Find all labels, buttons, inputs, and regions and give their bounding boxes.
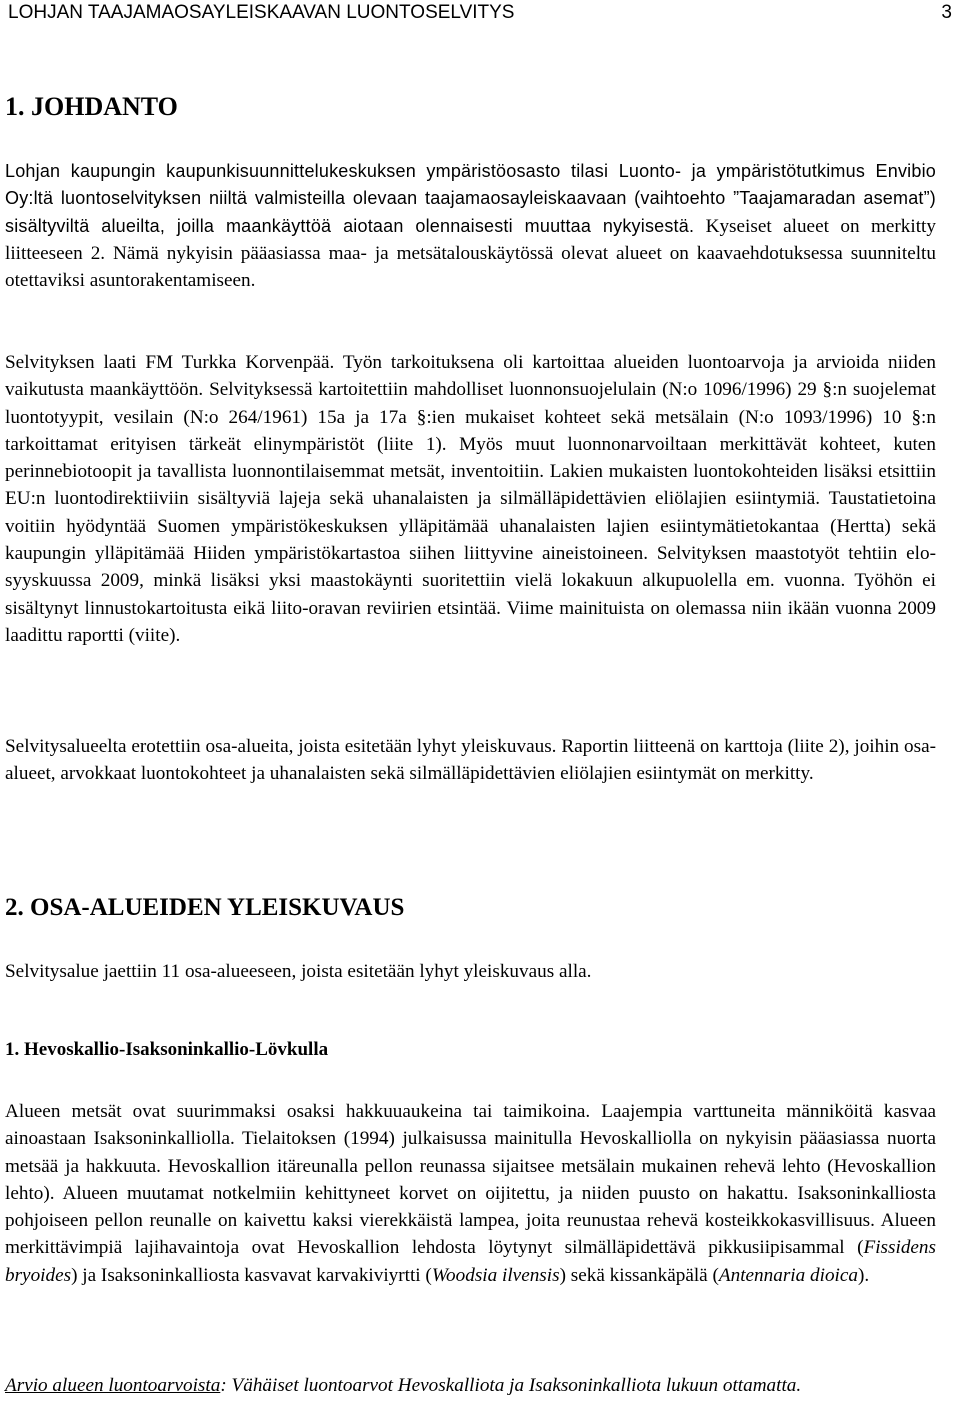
subarea-1-text-b: ) ja Isaksoninkalliosta kasvavat karvakiviyrtti ( [71, 1264, 432, 1286]
species-antennaria: Antennaria dioica [718, 1264, 858, 1286]
methods-paragraph: Selvityksen laati FM Turkka Korvenpää. Työn tarkoituksena oli kartoittaa alueiden luontoarvoja ja arvioida niiden vaikutusta maankäyttöön. Selvityksessä kartoitettiin mahdolliset luonnonsuojelulain (N:o 1096/1996) 29 §:n suojelemat luontotyypit, vesilain (N:o 264/1961) 15a ja 17a §:ien mukaiset kohteet sekä metsälain (N:o 1093/1996) 10 §:n tarkoittamat erityisen tärkeät elinympäristöt (liite 1). Myös muut luonnonarvoiltaan merkittävät kohteet, kuten perinnebiotoopit ja tavallista luonnontilaisemmat metsät, inventoitiin. Lakien mukaisten luontokohteiden lisäksi etsittiin EU:n luontodirektiiviin sisältyviä lajeja sekä uhanalaisten ja silmälläpidettävien eliölajien esiintymiä. Taustatietoina voitiin hyödyntää Suomen ympäristökeskuksen ylläpitämää uhanalaisten lajien esiintymätietokantaa (Hertta) sekä kaupungin ylläpitämää Hiiden ympäristökartastoa siihen liittyvine aineistoineen. Selvityksen maastotyöt tehtiin elo-syyskuussa 2009, minkä lisäksi yksi maastokäynti suoritettiin vielä lokakuun alkupuolella em. vuonna. Työhön ei sisältynyt linnustokartoitusta eikä liito-oravan reviirien etsintää. Viime mainituista on olemassa niin ikään vuonna 2009 laadittu raportti (viite). [5, 352, 936, 646]
page-header [8, 0, 952, 26]
species-fissidens: Fissidens bryoides [5, 1237, 936, 1286]
appendix-paragraph: Selvitysalueelta erotettiin osa-alueita, joista esitetään lyhyt yleiskuvaus. Raportin liitteenä on karttoja (liite 2), joihin osa-alueet, arvokkaat luontokohteet ja uhanalaisten sekä silmälläpidettävien eliölajien esiintymät on merkitty. [5, 736, 936, 785]
assessment-text: : Vähäiset luontoarvot Hevoskalliota ja Isaksoninkalliota lukuun ottamatta. [220, 1375, 802, 1396]
section-2-intro: Selvitysalue jaettiin 11 osa-alueeseen, joista esitetään lyhyt yleiskuvaus alla. [5, 961, 592, 982]
species-woodsia: Woodsia ilvensis [431, 1264, 560, 1286]
subarea-1-text-a: Alueen metsät ovat suurimmaksi osaksi hakkuuaukeina tai taimikoina. Laajempia varttuneita männiköitä kasvaa ainoastaan Isaksoninkalliolla. Tielaitoksen (1994) julkaisussa mainitulla Hevoskalliolla on nykyisin pääasiassa nuorta metsää ja hakkuuta. Hevoskallion itäreunalla pellon reunassa sijaitsee metsälain mukainen rehevä lehto (Hevoskallion lehto). Alueen muutamat notkelmiin kehittyneet korvet on oijitettu, ja niiden puusto on hakattu. Isaksoninkalliosta pohjoiseen pellon reunalle on kaivettu kaksi vierekkäistä lampea, joita reunustaa rehevä kosteikkokasvillisuus. Alueen merkittävimpiä lajihavaintoja ovat Hevoskallion lehdosta löytynyt silmälläpidettävä pikkusiipisammal ( [5, 1101, 936, 1259]
intro-text-serif: Kyseiset alueet on merkitty liitteeseen 2. Nämä nykyisin pääasiassa maa- ja metsätalouskäytössä olevat alueet on kaavaehdotuksessa suunniteltu otettaviksi asuntorakentamiseen. [5, 215, 936, 292]
intro-paragraph [5, 158, 936, 294]
intro-text-sans: Lohjan kaupungin kaupunkisuunnittelukeskuksen ympäristöosasto tilasi Luonto- ja ympäristötutkimus Envibio Oy:ltä luontoselvityksen niiltä valmisteilla olevaan taajamaosayleiskaavaan (vaihtoehto ”Taajamaradan asemat”) sisältyviltä alueilta, joilla maankäyttöä aiotaan olennaisesti muuttaa nykyisestä. [5, 161, 936, 236]
section-1-heading: 1. JOHDANTO [5, 92, 178, 121]
subarea-1-heading: 1. Hevoskallio-Isaksoninkallio-Lövkulla [5, 1039, 329, 1060]
document-title: LOHJAN TAAJAMAOSAYLEISKAAVAN LUONTOSELVITYS [8, 2, 515, 23]
assessment-paragraph [5, 1372, 936, 1399]
page-number: 3 [941, 2, 952, 23]
subarea-1-text-c: ) sekä kissankäpälä ( [559, 1264, 719, 1286]
subarea-1-paragraph [5, 1098, 936, 1289]
section-2-heading: 2. OSA-ALUEIDEN YLEISKUVAUS [5, 894, 405, 921]
subarea-1-text-d: ). [857, 1264, 870, 1286]
assessment-label: Arvio alueen luontoarvoista [5, 1375, 221, 1396]
